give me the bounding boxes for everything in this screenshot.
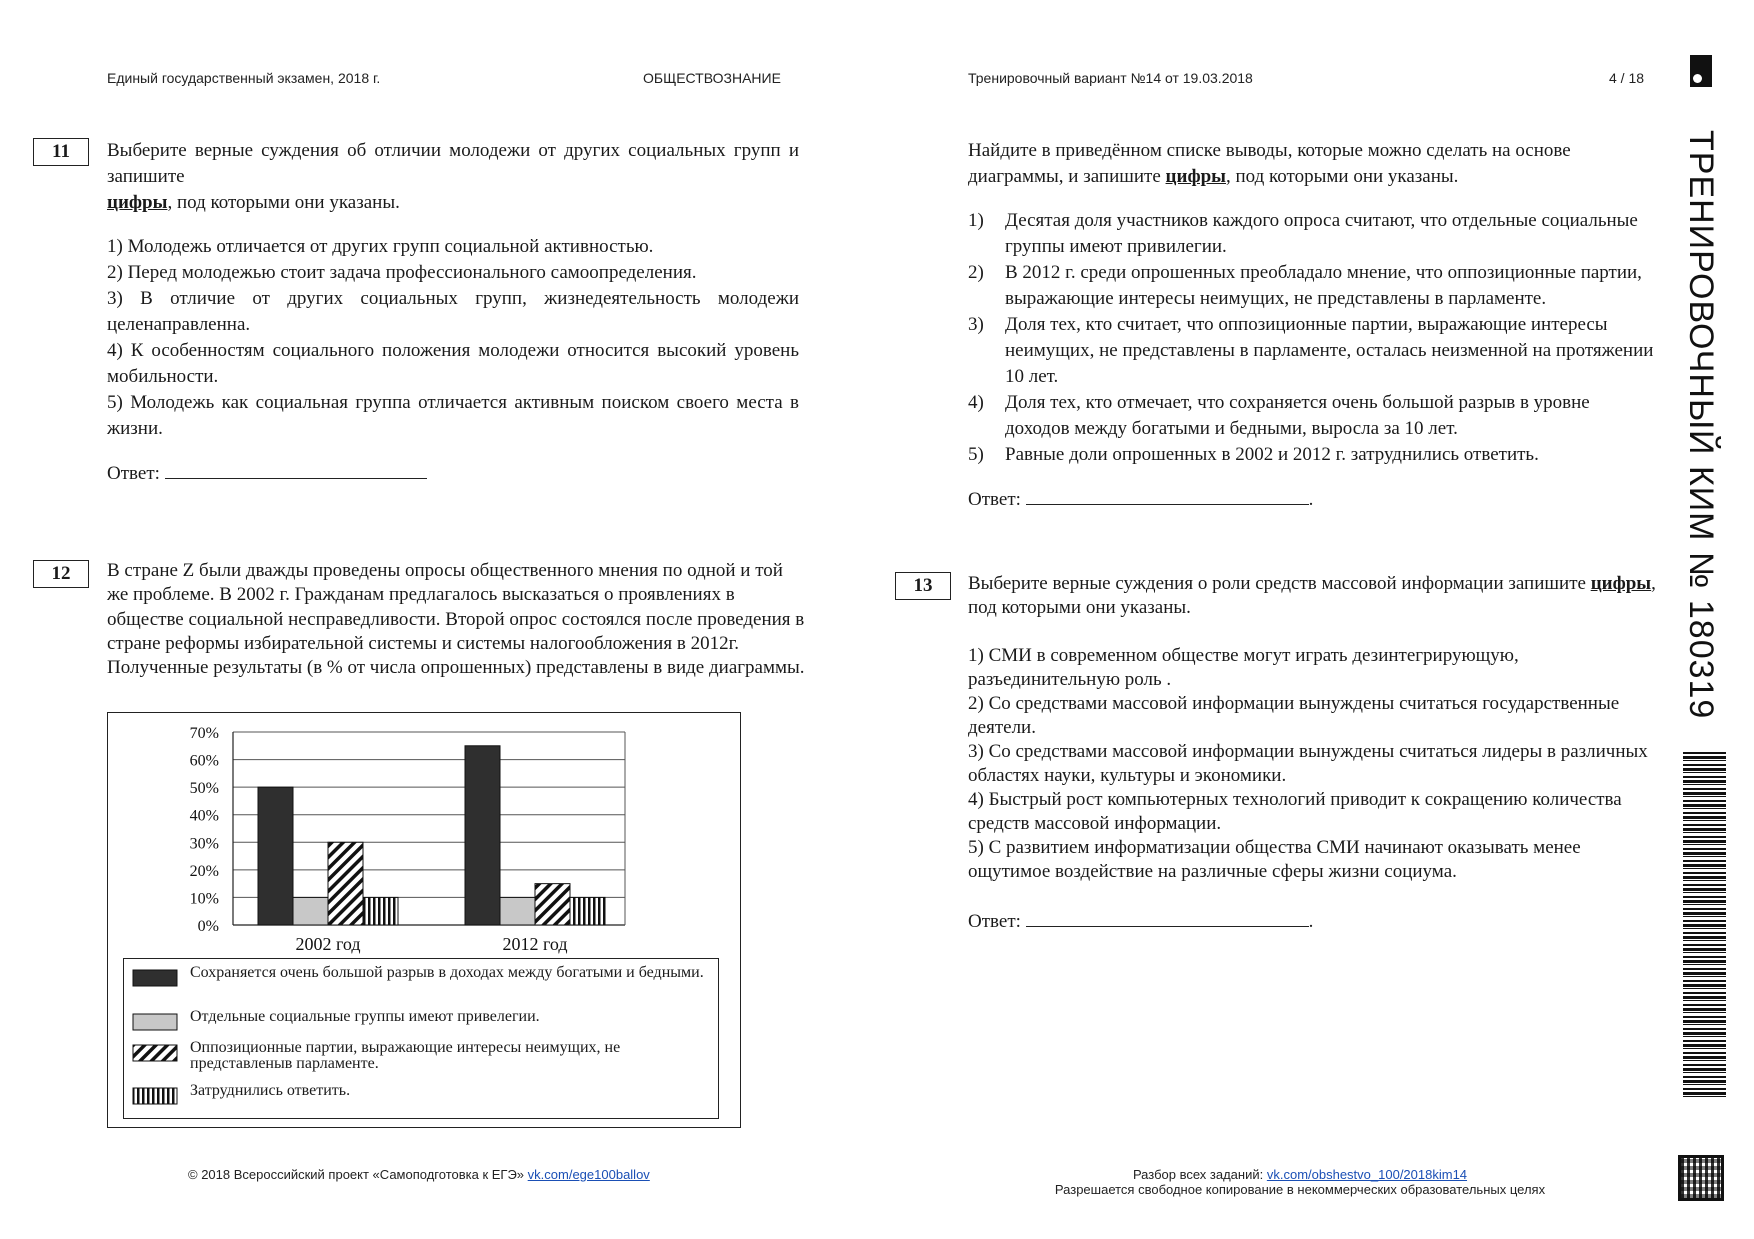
option-item [968,836,1658,884]
option-number: 5) [968,837,984,858]
option-item [968,740,1658,788]
option-number: 3) [107,288,123,309]
y-tick-label: 20% [189,862,219,880]
y-tick-label: 30% [189,835,219,853]
bar-1-series-3 [328,842,363,925]
legend-swatch-fill [133,1045,177,1061]
option-item [968,390,1658,442]
question-number-11: 11 [33,138,89,166]
option-number: 2) [107,262,123,283]
bar-2-series-3 [535,884,570,925]
corner-marker-icon [1690,55,1712,87]
question-13-intro: Выберите верные суждения о роли средств массовой информации запишите цифры, под которыми они указаны. [968,573,1656,618]
qr-code-icon [1678,1155,1724,1201]
option-text: В 2012 г. среди опрошенных преобладало мнение, что оппозиционные партии, выражающие интересы неимущих, не представлены в парламенте. [1005,262,1642,309]
question-12-task: Найдите в приведённом списке выводы, которые можно сделать на основе диаграммы, и запишите цифры, под которыми они указаны. [968,140,1571,187]
option-item [968,208,1658,260]
legend-swatch-fill [133,970,177,986]
bar-2-series-4 [570,897,605,925]
y-tick-label: 10% [189,890,219,908]
answer-input-12[interactable] [1026,486,1309,505]
question-number-12: 12 [33,560,89,588]
legend-swatch [132,969,178,987]
option-item [968,644,1658,692]
bar-2-series-1 [465,746,500,925]
question-12-continued [968,138,1658,513]
option-item [107,260,799,286]
chart-legend [123,958,719,1119]
option-item [107,286,799,338]
y-tick-label: 70% [189,725,219,742]
option-text: Молодежь отличается от других групп социальной активностью. [127,236,654,257]
option-item [968,312,1658,390]
option-text: Доля тех, кто считает, что оппозиционные партии, выражающие интересы неимущих, не представлены в парламенте, осталась неизменной на протяжении 10 лет. [1005,314,1654,387]
option-item [968,788,1658,836]
y-tick-label: 60% [189,752,219,770]
option-number: 3) [968,741,984,762]
option-number: 3) [968,314,984,335]
option-text: Перед молодежью стоит задача профессионального самоопределения. [127,262,697,283]
bar-2-series-2 [500,897,535,925]
question-11 [107,138,799,487]
legend-swatch-fill [133,1088,177,1104]
footer-copyright: © 2018 Всероссийский проект «Самоподготовка к ЕГЭ» vk.com/ege100ballov [188,1167,650,1182]
option-text: Быстрый рост компьютерных технологий приводит к сокращению количества средств массовой информации. [968,789,1622,834]
option-number: 4) [107,340,123,361]
option-text: Молодежь как социальная группа отличается активным поиском своего места в жизни. [107,392,800,439]
option-item [107,338,799,390]
option-number: 4) [968,789,984,810]
legend-label: Затруднились ответить. [190,1082,351,1099]
legend-swatch-fill [133,1014,177,1030]
option-item [968,260,1658,312]
barcode-icon [1683,752,1726,1100]
question-13-options [968,644,1658,884]
question-11-options [107,234,799,442]
header-subject: ОБЩЕСТВОЗНАНИЕ [643,70,781,86]
legend-label: Сохраняется очень большой разрыв в доходах между богатыми и бедными. [190,964,704,981]
option-number: 5) [107,392,123,413]
y-tick-label: 50% [189,780,219,798]
option-text: СМИ в современном обществе могут играть дезинтегрирующую, разъединительную роль . [968,645,1519,690]
legend-label: Отдельные социальные группы имеют привелегии. [190,1008,540,1025]
header-page-number: 4 / 18 [1609,70,1645,86]
option-text: Десятая доля участников каждого опроса считают, что отдельные социальные группы имеют привилегии. [1005,210,1638,257]
y-tick-label: 0% [197,918,219,935]
answer-input-11[interactable] [165,460,427,479]
option-item [968,692,1658,740]
option-text: Со средствами массовой информации вынуждены считаться лидеры в различных областях науки, культуры и экономики. [968,741,1648,786]
option-number: 2) [968,693,984,714]
legend-swatch [132,1044,178,1062]
option-text: Со средствами массовой информации вынуждены считаться государственные деятели. [968,693,1620,738]
answer-input-13[interactable] [1026,908,1309,927]
bar-1-series-4 [363,897,398,925]
option-item [107,390,799,442]
footer-link-analysis[interactable]: vk.com/obshestvo_100/2018kim14 [1266,1167,1468,1182]
bar-1-series-1 [258,787,293,925]
option-text: С развитием информатизации общества СМИ начинают оказывать менее ощутимое воздействие на различные сферы жизни социума. [968,837,1581,882]
question-13 [968,572,1658,934]
chart-box [107,712,741,1128]
option-item [968,442,1658,468]
y-tick-label: 40% [189,807,219,825]
x-tick-label: 2002 год [295,934,361,954]
question-11-intro: Выберите верные суждения об отличии молодежи от других социальных групп и запишите цифры, под которыми они указаны. [107,140,799,213]
option-number: 4) [968,392,984,413]
side-kim-title: ТРЕНИРОВОЧНЫЙ КИМ № 180319 [1682,130,1720,720]
question-13-answer: Ответ: . [968,908,1658,934]
footer-link-vk[interactable]: vk.com/ege100ballov [527,1167,650,1182]
question-12-options [968,208,1658,468]
option-item [107,234,799,260]
footer-right: Разбор всех заданий: vk.com/obshestvo_100/2018kim14 Разрешается свободное копирование в некоммерческих образовательных целях [1000,1167,1600,1197]
option-text: Равные доли опрошенных в 2002 и 2012 г. затруднились ответить. [1005,444,1539,465]
option-number: 5) [968,444,984,465]
option-number: 1) [968,645,984,666]
option-number: 1) [968,210,984,231]
option-number: 2) [968,262,984,283]
footer-license: Разрешается свободное копирование в некоммерческих образовательных целях [1054,1182,1546,1197]
question-11-answer: Ответ: [107,460,799,487]
option-text: К особенностям социального положения молодежи относится высокий уровень мобильности. [107,340,800,387]
question-12-answer: Ответ: . [968,486,1658,513]
bar-1-series-2 [293,897,328,925]
legend-swatch [132,1087,178,1105]
x-tick-label: 2012 год [502,934,568,954]
option-text: В отличие от других социальных групп, жизнедеятельность молодежи целенаправленна. [107,288,799,335]
legend-label: Оппозиционные партии, выражающие интересы неимущих, не представленыв парламенте. [190,1039,621,1072]
header-exam-title: Единый государственный экзамен, 2018 г. [107,70,381,86]
question-12-text: В стране Z были дважды проведены опросы общественного мнения по одной и той же проблеме. В 2002 г. Гражданам предлагалось высказаться о проявлениях в обществе социальной несправедливости. Второй опрос состоялся после проведения в стране реформы избирательной системы и системы налогообложения в 2012г. Полученные результаты (в % от числа опрошенных) представлены в виде диаграммы. [107,560,805,679]
option-text: Доля тех, кто отмечает, что сохраняется очень большой разрыв в уровне доходов между богатыми и бедными, выросла за 10 лет. [1005,392,1590,439]
header-variant: Тренировочный вариант №14 от 19.03.2018 [968,70,1253,86]
option-number: 1) [107,236,123,257]
question-number-13: 13 [895,572,951,600]
legend-swatch [132,1013,178,1031]
